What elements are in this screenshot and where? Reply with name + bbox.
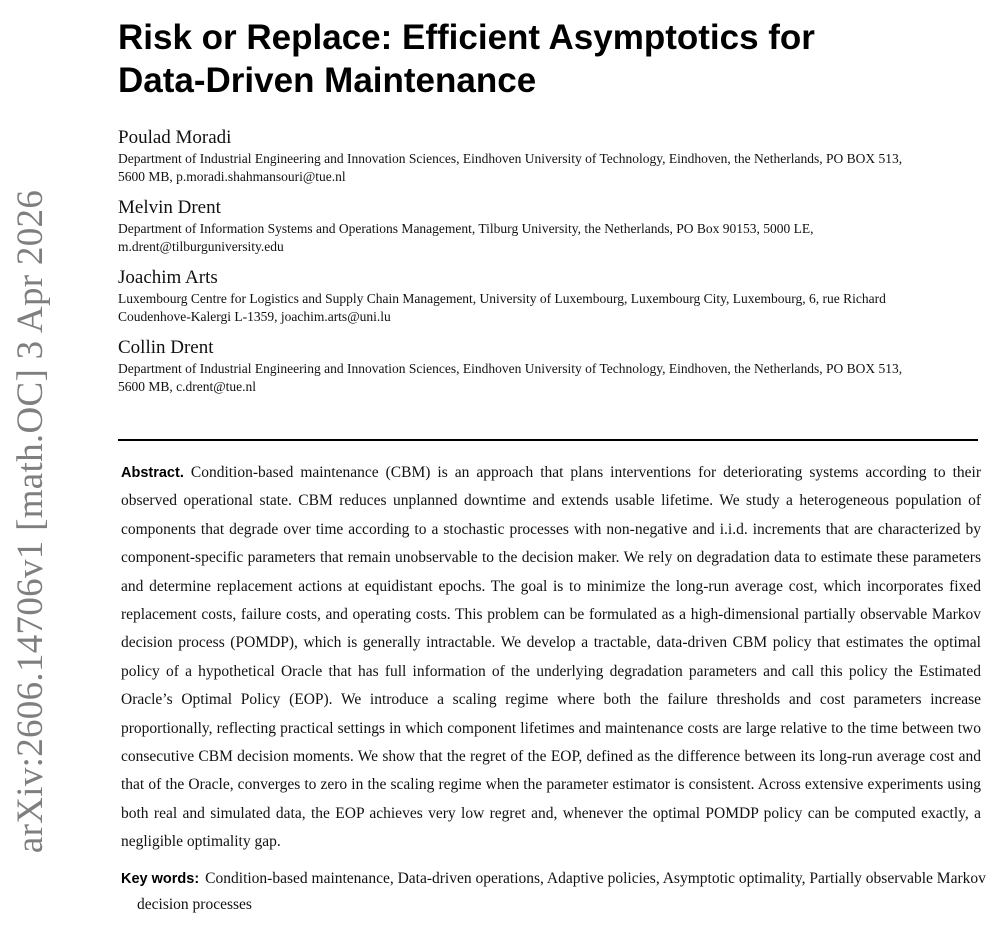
arxiv-identifier-text: arXiv:2606.14706v1 [math.OC] 3 Apr 2026	[10, 189, 51, 854]
keywords-paragraph	[121, 866, 987, 917]
section-divider	[118, 439, 978, 441]
paper-title	[118, 16, 980, 102]
arxiv-identifier-stamp	[5, 184, 57, 859]
author-block	[118, 336, 980, 396]
paper-title-line-2: Data-Driven Maintenance	[118, 61, 537, 100]
author-affiliation	[118, 290, 980, 326]
abstract-text: Condition-based maintenance (CBM) is an approach that plans interventions for deteriorating systems according to their observed operational state. CBM reduces unplanned downtime and extends usable lifetime. We study a heterogeneous population of components that degrade over time according to a stochastic processes with non-negative and i.i.d. increments that are characterized by component-specific parameters that remain unobservable to the decision maker. We rely on degradation data to estimate these parameters and determine replacement actions at equidistant epochs. The goal is to minimize the long-run average cost, which incorporates fixed replacement costs, failure costs, and operating costs. This problem can be formulated as a high-dimensional partially observable Markov decision process (POMDP), which is generally intractable. We develop a tractable, data-driven CBM policy that estimates the optimal policy of a hypothetical Oracle that has full information of the underlying degradation parameters and call this policy the Estimated Oracle’s Optimal Policy (EOP). We introduce a scaling regime where both the failure thresholds and cost parameters increase proportionally, reflecting practical settings in which component lifetimes and maintenance costs are large relative to the time between two consecutive CBM decision moments. We show that the regret of the EOP, defined as the difference between its long-run average cost and that of the Oracle, converges to zero in the scaling regime when the parameter estimator is consistent. Across extensive experiments using both real and simulated data, the EOP achieves very low regret and, whenever the optimal POMDP policy can be computed exactly, a negligible optimality gap.	[121, 464, 981, 851]
abstract-paragraph	[121, 459, 981, 857]
author-affiliation-line: m.drent@tilburguniversity.edu	[118, 239, 284, 254]
author-list	[118, 126, 980, 406]
author-name: Joachim Arts	[118, 267, 218, 288]
paper-title-line-1: Risk or Replace: Efficient Asymptotics for	[118, 18, 815, 57]
author-affiliation-line: 5600 MB, p.moradi.shahmansouri@tue.nl	[118, 169, 346, 184]
author-affiliation	[118, 360, 980, 396]
author-affiliation-line: Department of Information Systems and Operations Management, Tilburg University, the Netherlands, PO Box 90153, 5000 LE,	[118, 221, 814, 236]
author-affiliation-line: Coudenhove-Kalergi L-1359, joachim.arts@uni.lu	[118, 309, 391, 324]
author-name: Melvin Drent	[118, 197, 221, 218]
author-name: Collin Drent	[118, 337, 214, 358]
author-block	[118, 126, 980, 186]
author-affiliation-line: Luxembourg Centre for Logistics and Supply Chain Management, University of Luxembourg, Luxembourg City, Luxembourg, 6, rue Richard	[118, 291, 886, 306]
keywords-text: Condition-based maintenance, Data-driven operations, Adaptive policies, Asymptotic optimality, Partially observable Markov decision processes	[137, 870, 986, 913]
author-affiliation-line: 5600 MB, c.drent@tue.nl	[118, 379, 257, 394]
author-block	[118, 196, 980, 256]
keywords-label: Key words:	[121, 871, 200, 887]
author-name: Poulad Moradi	[118, 127, 232, 148]
author-block	[118, 266, 980, 326]
author-affiliation	[118, 150, 980, 186]
abstract-label: Abstract.	[121, 465, 184, 481]
author-affiliation	[118, 220, 980, 256]
author-affiliation-line: Department of Industrial Engineering and Innovation Sciences, Eindhoven University of Technology, Eindhoven, the Netherlands, PO BOX 513,	[118, 151, 903, 166]
author-affiliation-line: Department of Industrial Engineering and Innovation Sciences, Eindhoven University of Technology, Eindhoven, the Netherlands, PO BOX 513,	[118, 361, 903, 376]
